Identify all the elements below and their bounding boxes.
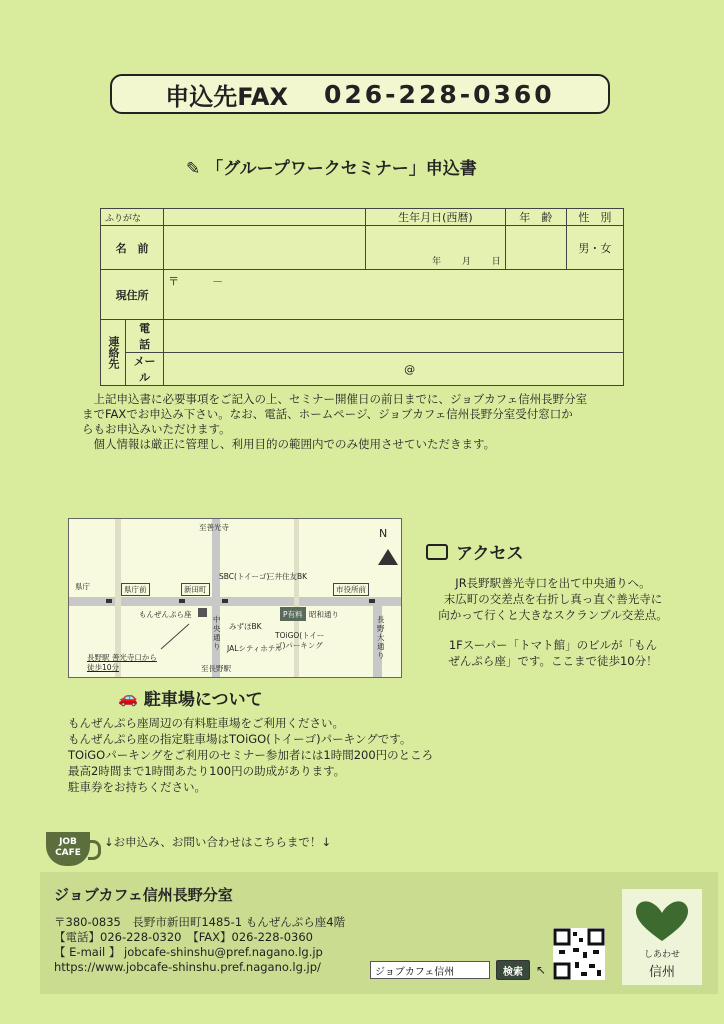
job-cafe-logo [44, 820, 102, 870]
intro-line: までFAXでお申込み下さい。なお、電話、ホームページ、ジョブカフェ信州長野分室受付窓口か [82, 407, 573, 421]
inquiry-text: ↓お申込み、お問い合わせはこちらまで！↓ [104, 835, 331, 849]
birth-header: 生年月日(西暦) [365, 209, 505, 226]
fax-label: 申込先FAX [165, 82, 288, 111]
address-label: 現住所 [101, 270, 164, 320]
parking-line: もんぜんぷら座周辺の有料駐車場をご利用ください。 [68, 716, 344, 730]
footer-address: 〒380-0835 長野市新田町1485-1 もんぜんぷら座4階 [54, 915, 346, 929]
search-input[interactable] [370, 961, 490, 979]
gender-options[interactable]: 男・女 [566, 226, 623, 270]
parking-line: 駐車券をお持ちください。 [68, 780, 206, 794]
application-form [100, 208, 624, 386]
north-arrow-icon [378, 549, 398, 565]
email-input[interactable]: @ [164, 353, 624, 386]
search-button[interactable]: 検索 [496, 960, 530, 980]
furigana-input[interactable] [164, 209, 366, 226]
qr-code[interactable] [553, 928, 605, 980]
phone-label: 電 話 [126, 320, 164, 353]
month-unit: 月 [461, 257, 471, 267]
footer-tel-fax: 【電話】026-228-0320 【FAX】026-228-0360 [54, 930, 313, 944]
name-input[interactable] [164, 226, 366, 270]
search-box [370, 960, 546, 980]
email-label: メール [126, 353, 164, 386]
map-label-monzen: もんぜんぷら座 [139, 610, 192, 619]
parking-line: TOiGOパーキングをご利用のセミナー参加者には1時間200円のところ [68, 748, 434, 762]
map-label-mitsui: 三井住友BK [267, 572, 308, 581]
map-label-sbc: SBC(トイーゴ) [219, 572, 270, 581]
logo-text-job: JOB [59, 837, 77, 847]
qr-code-pattern [553, 928, 605, 980]
pencil-icon: ✎ [186, 159, 201, 179]
footer-name: ジョブカフェ信州長野分室 [54, 886, 233, 904]
logo-text-cafe: CAFE [55, 848, 81, 858]
phone-input[interactable] [164, 320, 624, 353]
car-icon: 🚗 [118, 688, 138, 707]
map-label-nagano-station: 至長野駅 [201, 664, 231, 673]
map-north: N [379, 527, 388, 540]
map-label-showa: 昭和通り [309, 610, 339, 619]
map-label-jal: JALシティホテル [227, 644, 283, 653]
age-header: 年 齢 [505, 209, 566, 226]
gender-header: 性 別 [566, 209, 623, 226]
shiawase-shinshu-logo [622, 889, 702, 985]
access-heading [426, 539, 524, 564]
contact-label: 連絡先 [101, 320, 126, 386]
logo-shiawase: しあわせ [643, 950, 680, 960]
footer-contact [54, 915, 345, 975]
map-label-walk: 長野駅 善光寺口から徒歩10分 [87, 653, 157, 672]
birth-input[interactable] [365, 226, 505, 270]
map-label-mizuho: みずほBK [229, 622, 262, 631]
parking-line: もんぜんぷら座の指定駐車場はTOiGO(トイーゴ)パーキングです。 [68, 732, 412, 746]
map-label-zenkoji: 至善光寺 [199, 523, 229, 532]
access-line: 1Fスーパー「トマト館」のビルが「もん [448, 638, 658, 652]
year-unit: 年 [432, 257, 442, 267]
map-label-nagano-odori: 長野大通り [377, 615, 385, 660]
access-line: 向かって行くと大きなスクランブル交差点。 [438, 608, 668, 622]
map-label-parking: P有料 [283, 610, 303, 619]
furigana-label: ふりがな [101, 209, 164, 226]
parking-heading [118, 685, 263, 710]
access-heading-text: アクセス [456, 544, 524, 564]
form-title-text: 「グループワークセミナー」申込書 [206, 159, 477, 179]
parking-heading-text: 駐車場について [143, 690, 263, 710]
intro-line: 上記申込書に必要事項をご記入の上、セミナー開催日の前日までに、ジョブカフェ信州長野分室 [93, 392, 588, 406]
intro-line: らもお申込みいただけます。 [82, 422, 231, 436]
day-unit: 日 [491, 257, 501, 267]
name-label: 名 前 [101, 226, 164, 270]
access-line: 末広町の交差点を右折し真っ直ぐ善光寺に [443, 592, 663, 606]
logo-shinshu: 信州 [648, 965, 675, 980]
age-input[interactable] [505, 226, 566, 270]
address-input[interactable]: 〒 － [164, 270, 624, 320]
cursor-icon: ↖ [536, 963, 547, 977]
map-label-kencho: 県庁 [75, 582, 90, 591]
heart-icon [622, 895, 702, 945]
parking-text [68, 715, 433, 795]
map-label-chuo: 中央通り [213, 615, 221, 651]
train-icon [426, 544, 448, 560]
access-text [408, 575, 698, 669]
map-label-toigo: TOiGO(トイーゴ)パーキング [275, 631, 325, 650]
fax-box [110, 74, 610, 114]
footer-url[interactable]: https://www.jobcafe-shinshu.pref.nagano.lg.jp/ [54, 960, 321, 974]
intro-text [82, 392, 668, 452]
parking-line: 最高2時間まで1時間あたり100円の助成があります。 [68, 764, 346, 778]
map-label-shiyakusho: 市役所前 [333, 583, 369, 596]
intro-line: 個人情報は厳正に管理し、利用目的の範囲内でのみ使用させていただきます。 [93, 437, 496, 451]
access-line: JR長野駅善光寺口を出て中央通りへ。 [455, 576, 651, 590]
footer-email[interactable]: 【 E-mail 】 jobcafe-shinshu@pref.nagano.lg.jp [54, 945, 323, 959]
map-label-kenchomae: 県庁前 [121, 583, 150, 596]
form-title [186, 154, 477, 179]
fax-number: 026-228-0360 [324, 79, 555, 109]
access-line: ぜんぷら座」です。ここまで徒歩10分！ [448, 654, 658, 668]
map-label-shindencho: 新田町 [181, 583, 210, 596]
access-map [68, 518, 402, 678]
